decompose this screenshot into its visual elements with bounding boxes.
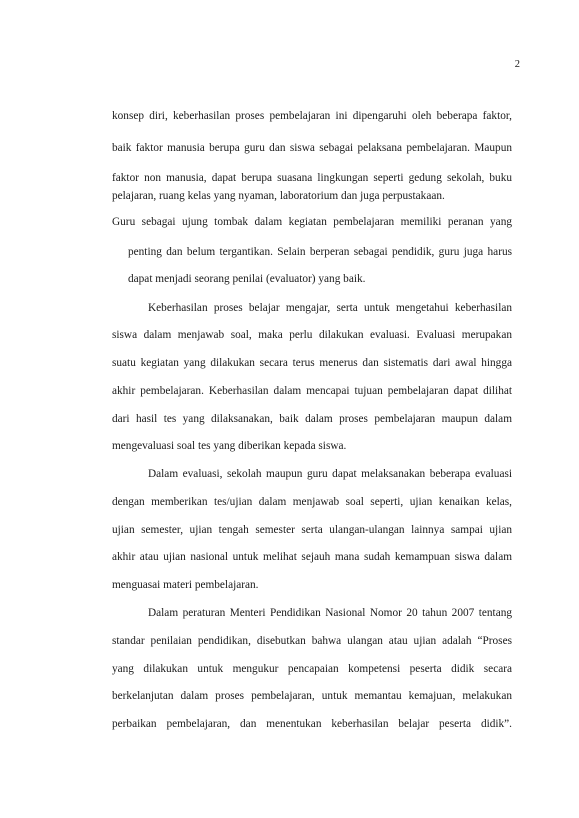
paragraph-5-line-4: berkelanjutan dalam proses pembelajaran, untuk memantau kemajuan, melakukan <box>112 690 512 702</box>
paragraph-4-line-1: Dalam evaluasi, sekolah maupun guru dapat melaksanakan beberapa evaluasi <box>148 468 512 480</box>
paragraph-4-line-2: dengan memberikan tes/ujian dalam menjawab soal seperti, ujian kenaikan kelas, <box>112 496 512 508</box>
paragraph-2-line-3: dapat menjadi seorang penilai (evaluator) yang baik. <box>128 273 366 285</box>
paragraph-4-line-5: menguasai materi pembelajaran. <box>112 579 259 591</box>
page-number: 2 <box>514 59 520 70</box>
paragraph-4-line-4: akhir atau ujian nasional untuk melihat sejauh mana sudah kemampuan siswa dalam <box>112 551 512 563</box>
paragraph-3-line-5: dari hasil tes yang dilaksanakan, baik dalam proses pembelajaran maupun dalam <box>112 413 512 425</box>
paragraph-5-line-1: Dalam peraturan Menteri Pendidikan Nasional Nomor 20 tahun 2007 tentang <box>148 607 512 619</box>
paragraph-4-line-3: ujian semester, ujian tengah semester serta ulangan-ulangan lainnya sampai ujian <box>112 524 512 536</box>
paragraph-3-line-1: Keberhasilan proses belajar mengajar, serta untuk mengetahui keberhasilan <box>148 302 512 314</box>
paragraph-3-line-3: suatu kegiatan yang dilakukan secara terus menerus dan sistematis dari awal hingga <box>112 357 512 369</box>
paragraph-5-line-2: standar penilaian pendidikan, disebutkan bahwa ulangan atau ujian adalah “Proses <box>112 635 512 647</box>
paragraph-1-line-1: konsep diri, keberhasilan proses pembelajaran ini dipengaruhi oleh beberapa faktor, <box>112 110 512 122</box>
paragraph-1-line-2: baik faktor manusia berupa guru dan siswa sebagai pelaksana pembelajaran. Maupun <box>112 142 512 154</box>
paragraph-3-line-6: mengevaluasi soal tes yang diberikan kepada siswa. <box>112 440 347 452</box>
paragraph-3-line-4: akhir pembelajaran. Keberhasilan dalam mencapai tujuan pembelajaran dapat dilihat <box>112 385 512 397</box>
paragraph-5-line-3: yang dilakukan untuk mengukur pencapaian kompetensi peserta didik secara <box>112 663 512 675</box>
paragraph-3-line-2: siswa dalam menjawab soal, maka perlu dilakukan evaluasi. Evaluasi merupakan <box>112 329 512 341</box>
paragraph-1-line-3: faktor non manusia, dapat berupa suasana lingkungan seperti gedung sekolah, buku <box>112 172 512 184</box>
paragraph-2-line-1: Guru sebagai ujung tombak dalam kegiatan pembelajaran memiliki peranan yang <box>112 216 512 228</box>
paragraph-2-line-2: penting dan belum tergantikan. Selain berperan sebagai pendidik, guru juga harus <box>128 246 512 258</box>
paragraph-1-line-4: pelajaran, ruang kelas yang nyaman, laboratorium dan juga perpustakaan. <box>112 190 445 202</box>
paragraph-5-line-5: perbaikan pembelajaran, dan menentukan keberhasilan belajar peserta didik”. <box>112 718 512 730</box>
